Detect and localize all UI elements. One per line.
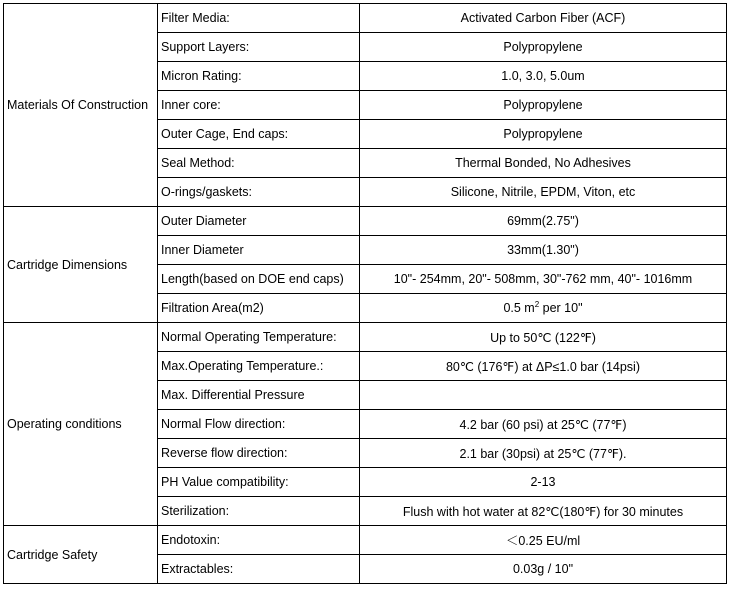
property-label: Filter Media: — [158, 4, 360, 33]
group-label-dimensions: Cartridge Dimensions — [4, 207, 158, 323]
property-value: 0.03g / 10" — [360, 555, 727, 584]
property-label: Outer Diameter — [158, 207, 360, 236]
property-label: Max. Differential Pressure — [158, 381, 360, 410]
value-text: 0.5 m — [503, 301, 535, 315]
property-label: Normal Operating Temperature: — [158, 323, 360, 352]
property-value: 2.1 bar (30psi) at 25℃ (77℉). — [360, 439, 727, 468]
property-value: 4.2 bar (60 psi) at 25℃ (77℉) — [360, 410, 727, 439]
superscript: 2 — [534, 299, 540, 309]
value-text: per 10" — [539, 301, 583, 315]
property-value: Up to 50℃ (122℉) — [360, 323, 727, 352]
property-value: Polypropylene — [360, 91, 727, 120]
property-value — [360, 294, 727, 323]
property-label: Micron Rating: — [158, 62, 360, 91]
property-value: 2-13 — [360, 468, 727, 497]
property-label: Extractables: — [158, 555, 360, 584]
table-row — [4, 4, 727, 33]
property-value: ＜0.25 EU/ml — [360, 526, 727, 555]
property-value: Flush with hot water at 82℃(180℉) for 30 minutes — [360, 497, 727, 526]
property-label: Max.Operating Temperature.: — [158, 352, 360, 381]
property-label: Length(based on DOE end caps) — [158, 265, 360, 294]
property-label: Reverse flow direction: — [158, 439, 360, 468]
property-label: Endotoxin: — [158, 526, 360, 555]
property-label: Inner core: — [158, 91, 360, 120]
property-value: 10"- 254mm, 20"- 508mm, 30"-762 mm, 40"- 1016mm — [360, 265, 727, 294]
table-row — [4, 207, 727, 236]
table-row — [4, 526, 727, 555]
property-label: Normal Flow direction: — [158, 410, 360, 439]
property-label: O-rings/gaskets: — [158, 178, 360, 207]
property-label: Inner Diameter — [158, 236, 360, 265]
property-label: Outer Cage, End caps: — [158, 120, 360, 149]
property-value: 33mm(1.30") — [360, 236, 727, 265]
property-value — [360, 381, 727, 410]
property-value: Silicone, Nitrile, EPDM, Viton, etc — [360, 178, 727, 207]
group-label-materials: Materials Of Construction — [4, 4, 158, 207]
property-value: Activated Carbon Fiber (ACF) — [360, 4, 727, 33]
property-value: Polypropylene — [360, 33, 727, 62]
property-label: PH Value compatibility: — [158, 468, 360, 497]
property-label: Filtration Area(m2) — [158, 294, 360, 323]
table-row — [4, 323, 727, 352]
specifications-table — [3, 3, 727, 584]
property-label: Sterilization: — [158, 497, 360, 526]
property-value: 80℃ (176℉) at ΔP≤1.0 bar (14psi) — [360, 352, 727, 381]
group-label-safety: Cartridge Safety — [4, 526, 158, 584]
property-value: Polypropylene — [360, 120, 727, 149]
property-value: Thermal Bonded, No Adhesives — [360, 149, 727, 178]
property-label: Seal Method: — [158, 149, 360, 178]
property-value: 69mm(2.75") — [360, 207, 727, 236]
group-label-operating: Operating conditions — [4, 323, 158, 526]
property-label: Support Layers: — [158, 33, 360, 62]
property-value: 1.0, 3.0, 5.0um — [360, 62, 727, 91]
